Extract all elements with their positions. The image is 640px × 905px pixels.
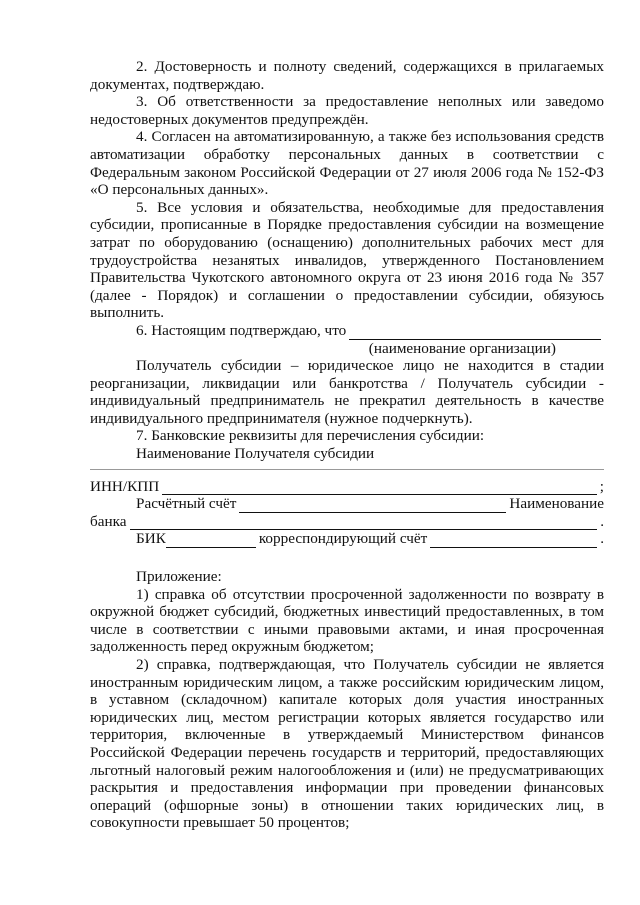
paragraph-7-label: 7. Банковские реквизиты для перечисления субсидии: [136,427,485,445]
paragraph-5: 5. Все условия и обязательства, необходимые для предоставления субсидии, прописанные в Порядке предоставления субсидии на возмещение затрат по оборудованию (оснащению) дополнительных рабочих мест для трудоустройства незанятых инвалидов, утвержденного Постановлением Правительства Чукотского автономного округа от 23 июня 2016 года № 357 (далее - Порядок) и соглашении о предоставлении субсидии, обязуюсь выполнить. [90,198,604,322]
bik-label: БИК [136,530,166,548]
corr-end: . [600,530,604,548]
bank-line [90,513,604,531]
corr-label: корреспондирующий счёт [258,530,428,548]
document-page [90,58,604,832]
inn-line [90,478,604,496]
recipient-name-label: Наименование Получателя субсидии [136,445,375,463]
paragraph-3: 3. Об ответственности за предоставление неполных или заведомо недостоверных документов предупреждён. [90,93,604,128]
paragraph-4: 4. Согласен на автоматизированную, а также без использования средств автоматизации обработку персональных данных в соответствии с Федеральным законом Российской Федерации от 27 июля 2006 года № 152-ФЗ «О персональных данных». [90,128,604,199]
bank-name-field[interactable] [130,516,598,530]
bank-name-label: Наименование [509,495,604,513]
corr-account-field[interactable] [430,534,597,548]
appendix-title: Приложение: [136,568,222,586]
inn-field[interactable] [162,481,597,495]
inn-end: ; [599,477,604,495]
account-line [90,495,604,513]
inn-label: ИНН/КПП [90,477,160,495]
appendix-item-2: 2) справка, подтверждающая, что Получатель субсидии не является иностранным юридическим лицом, а также российским юридическим лицом, в уставном (складочном) капитале которых доля участия иностранных юридических лиц, местом регистрации которых является государство или территория, включенные в утверждаемый Министерством финансов Российской Федерации перечень государств и территорий, предоставляющих льготный налоговый режим налогообложения и (или) не предусматривающих раскрытия и предоставления информации при проведении финансовых операций (офшорные зоны) в отношении таких юридических лиц, в совокупности превышает 50 процентов; [90,656,604,832]
paragraph-6-label: 6. Настоящим подтверждаю, что [136,321,347,339]
organization-line [90,322,604,340]
bank-label: банка [90,512,127,530]
bik-field[interactable] [166,534,256,548]
paragraph-2: 2. Достоверность и полноту сведений, содержащихся в прилагаемых документах, подтверждаю. [90,58,604,93]
bank-end: . [600,512,604,530]
appendix-item-1: 1) справка об отсутствии просроченной задолженности по возврату в окружной бюджет субсидий, бюджетных инвестиций предоставленных, в том числе в соответствии с иными правовыми актами, и иная просроченная задолженность перед окружным бюджетом; [90,585,604,656]
account-label: Расчётный счёт [136,495,237,513]
bik-line [90,530,604,548]
organization-caption: (наименование организации) [368,339,556,357]
organization-name-field[interactable] [349,326,601,340]
account-field[interactable] [239,499,506,513]
paragraph-6-text: Получатель субсидии – юридическое лицо не находится в стадии реорганизации, ликвидации или банкротства / Получатель субсидии - индивидуальный предприниматель не прекратил деятельность в качестве индивидуального предпринимателя (нужное подчеркнуть). [90,357,604,427]
